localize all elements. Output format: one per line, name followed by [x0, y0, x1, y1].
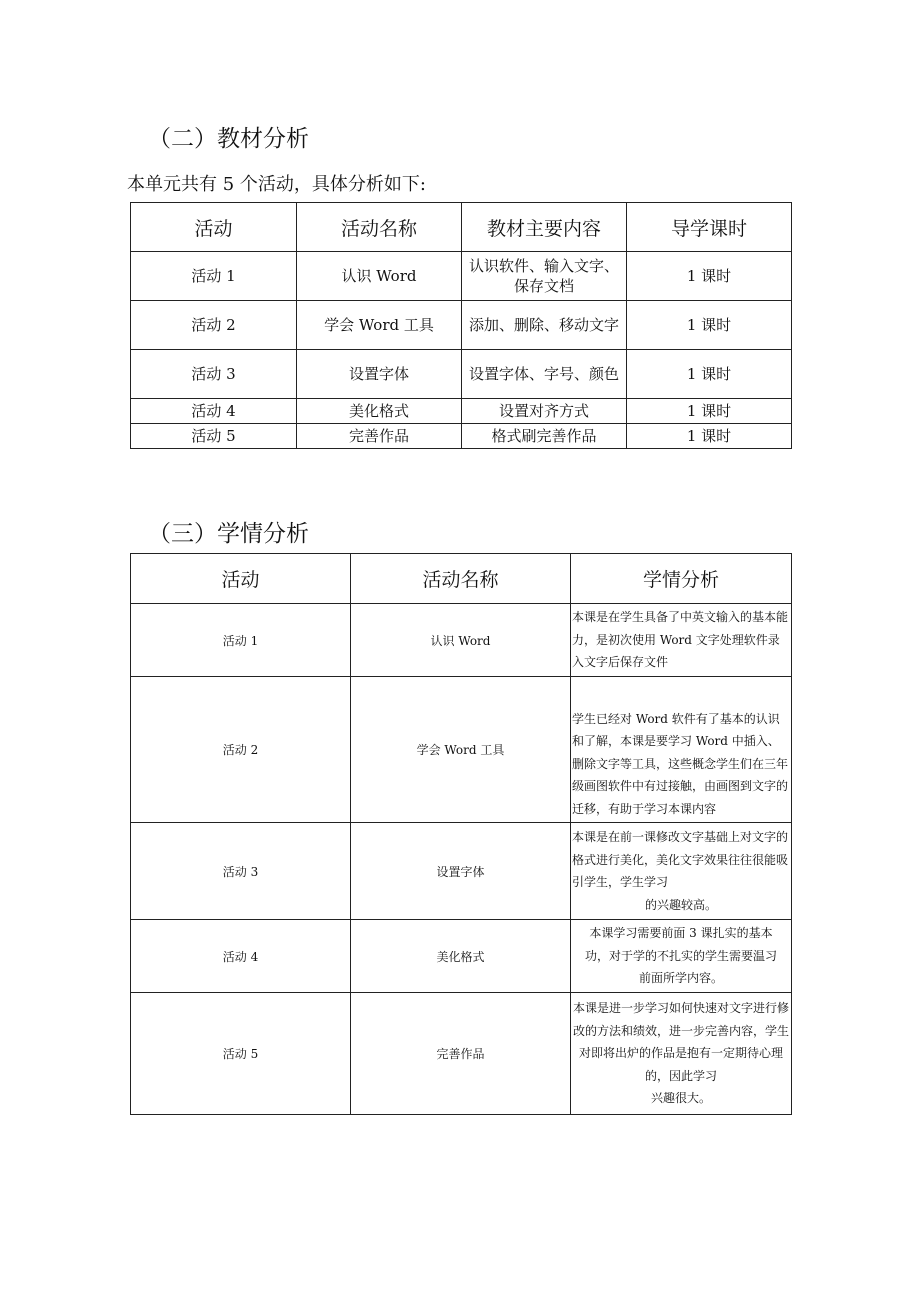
- hours-cell: 1 课时: [627, 399, 792, 424]
- table-row: [131, 920, 792, 993]
- table-row: [131, 424, 792, 449]
- header-activity: 活动: [131, 203, 297, 252]
- analysis-cell: [571, 677, 792, 823]
- activity-name-cell: 美化格式: [297, 399, 462, 424]
- activity-name-cell: 美化格式: [351, 920, 571, 993]
- table-row: [131, 823, 792, 920]
- activity-cell: 活动 1: [131, 252, 297, 301]
- activity-cell: 活动 4: [131, 920, 351, 993]
- table-row: [131, 993, 792, 1115]
- table-row: [131, 604, 792, 677]
- activity-name-cell: 学会 Word 工具: [297, 301, 462, 350]
- activity-cell: 活动 1: [131, 604, 351, 677]
- header-main-content: 教材主要内容: [462, 203, 627, 252]
- analysis-text: 本课学习需要前面 3 课扎实的基本功，对于学的不扎实的学生需要温习前面所学内容。: [584, 926, 777, 986]
- analysis-text-tail: 兴趣很大。: [650, 1091, 711, 1106]
- hours-cell: 1 课时: [627, 350, 792, 399]
- textbook-analysis-table: [130, 202, 792, 449]
- analysis-text: 本课是进一步学习如何快速对文字进行修改的方法和绩效，进一步完善内容，学生对即将出炉的作品是抱有一定期待心理的，因此学习: [572, 1001, 789, 1083]
- table-header-row: [131, 203, 792, 252]
- hours-cell: 1 课时: [627, 301, 792, 350]
- table-row: [131, 350, 792, 399]
- activity-name-cell: 认识 Word: [351, 604, 571, 677]
- table-row: [131, 301, 792, 350]
- table-header-row: [131, 554, 792, 604]
- activity-name-cell: 完善作品: [297, 424, 462, 449]
- header-activity: 活动: [131, 554, 351, 604]
- hours-cell: 1 课时: [627, 252, 792, 301]
- analysis-cell: [571, 993, 792, 1115]
- table-row: [131, 252, 792, 301]
- activity-cell: 活动 3: [131, 823, 351, 920]
- analysis-text: 本课是在学生具备了中英文输入的基本能力，是初次使用 Word 文字处理软件录入文字后保存文件: [572, 610, 789, 670]
- activity-cell: 活动 4: [131, 399, 297, 424]
- analysis-cell: [571, 920, 792, 993]
- activity-name-cell: 认识 Word: [297, 252, 462, 301]
- section2-heading: （二）教材分析: [148, 126, 309, 152]
- analysis-text-tail: 的兴趣较高。: [644, 897, 717, 912]
- activity-cell: 活动 5: [131, 424, 297, 449]
- section2-intro: 本单元共有 5 个活动，具体分析如下:: [127, 174, 426, 195]
- hours-cell: 1 课时: [627, 424, 792, 449]
- table-row: [131, 677, 792, 823]
- activity-name-cell: 设置字体: [351, 823, 571, 920]
- section3-heading: （三）学情分析: [148, 521, 309, 547]
- table-row: [131, 399, 792, 424]
- content-cell: 设置对齐方式: [462, 399, 627, 424]
- header-hours: 导学课时: [627, 203, 792, 252]
- learner-analysis-table: [130, 553, 792, 1115]
- header-activity-name: 活动名称: [351, 554, 571, 604]
- header-analysis: 学情分析: [571, 554, 792, 604]
- activity-cell: 活动 2: [131, 301, 297, 350]
- activity-cell: 活动 5: [131, 993, 351, 1115]
- activity-name-cell: 学会 Word 工具: [351, 677, 571, 823]
- content-cell: 设置字体、字号、颜色: [462, 350, 627, 399]
- header-activity-name: 活动名称: [297, 203, 462, 252]
- content-cell: 认识软件、输入文字、保存文档: [462, 252, 627, 301]
- analysis-cell: [571, 823, 792, 920]
- analysis-text: 学生已经对 Word 软件有了基本的认识和了解，本课是要学习 Word 中插入、删除文字等工具，这些概念学生们在三年级画图软件中有过接触，由画图到文字的迁移，有助于学习本课内容: [572, 711, 789, 816]
- activity-cell: 活动 2: [131, 677, 351, 823]
- content-cell: 添加、删除、移动文字: [462, 301, 627, 350]
- activity-name-cell: 设置字体: [297, 350, 462, 399]
- analysis-text: 本课是在前一课修改文字基础上对文字的格式进行美化，美化文字效果往往很能吸引学生，学生学习: [572, 830, 789, 889]
- activity-cell: 活动 3: [131, 350, 297, 399]
- content-cell: 格式刷完善作品: [462, 424, 627, 449]
- activity-name-cell: 完善作品: [351, 993, 571, 1115]
- analysis-cell: [571, 604, 792, 677]
